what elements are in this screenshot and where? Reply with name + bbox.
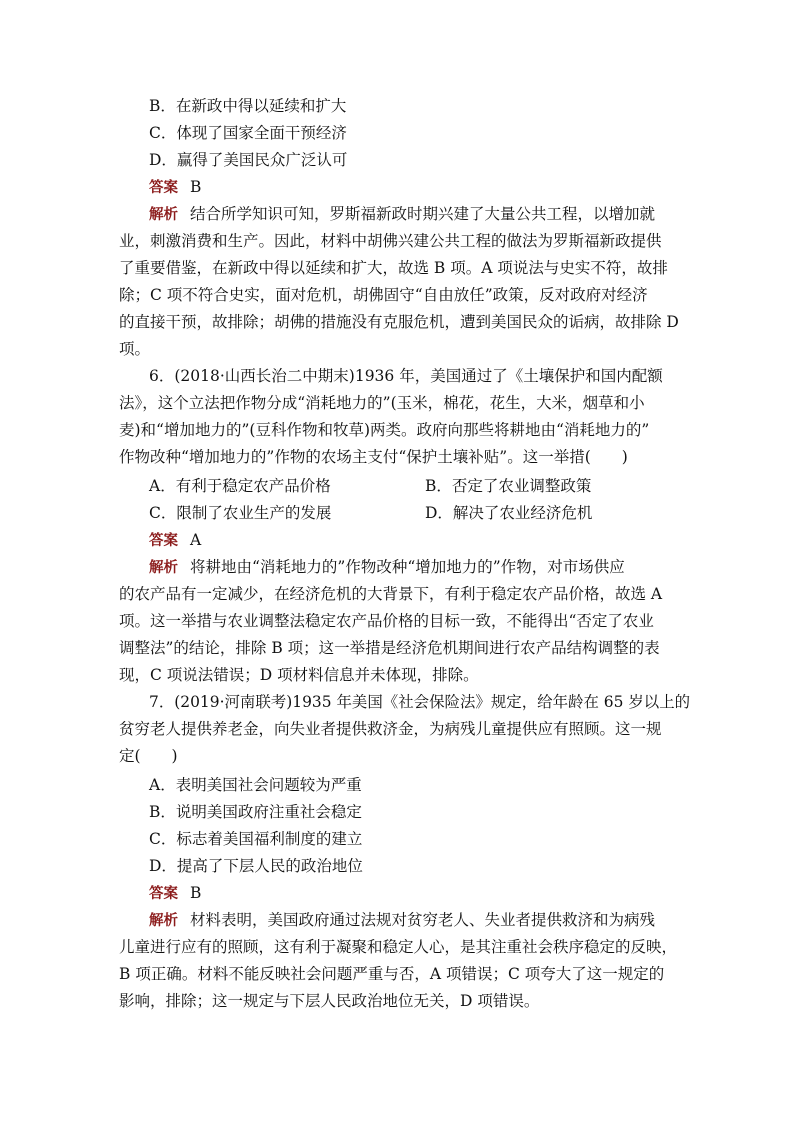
q6-stem-line-2: 麦)和“增加地力的”(豆科作物和牧草)两类。政府向那些将耕地由“消耗地力的”	[119, 421, 650, 439]
q6-option-d: D．解决了农业经济危机	[425, 504, 593, 522]
q6-analysis-line-4: 现，C 项说法错误；D 项材料信息并未体现，排除。	[119, 666, 479, 684]
q5-analysis-line-3: 除；C 项不符合史实，面对危机，胡佛固守“自由放任”政策，反对政府对经济	[119, 286, 648, 304]
q5-analysis-line-0	[149, 204, 655, 225]
q5-analysis-line-2: 了重要借鉴，在新政中得以延续和扩大，故选 B 项。A 项说法与史实不符，故排	[119, 259, 668, 277]
q5-analysis-line-1: 业，刺激消费和生产。因此，材料中胡佛兴建公共工程的做法为罗斯福新政提供	[119, 232, 662, 250]
q5-option-d: D．赢得了美国民众广泛认可	[149, 151, 348, 169]
analysis-label: 解析	[149, 207, 178, 223]
q6-analysis-line-3: 调整法”的结论，排除 B 项；这一举措是经济危机期间进行农产品结构调整的表	[119, 639, 660, 657]
q7-stem-line-0: 7．(2019·河南联考)1935 年美国《社会保险法》规定，给年龄在 65 岁以上的	[149, 693, 691, 711]
q7-option-b: B．说明美国政府注重社会稳定	[149, 803, 362, 821]
answer-label: 答案	[149, 533, 178, 549]
q7-answer	[149, 883, 201, 904]
q6-stem-line-0: 6．(2018·山西长治二中期末)1936 年，美国通过了《土壤保护和国内配额	[149, 367, 663, 385]
q5-analysis-line-5: 项。	[119, 340, 151, 358]
analysis-label: 解析	[149, 913, 178, 929]
analysis-label: 解析	[149, 560, 178, 576]
q5-answer	[149, 177, 201, 198]
analysis-text: 结合所学知识可知，罗斯福新政时期兴建了大量公共工程，以增加就	[190, 205, 656, 223]
q7-stem-line-2: 定( )	[119, 747, 178, 765]
analysis-text: 将耕地由“消耗地力的”作物改种“增加地力的”作物，对市场供应	[190, 558, 625, 576]
q6-stem-line-1: 法》，这个立法把作物分成“消耗地力的”(玉米，棉花，花生，大米，烟草和小	[119, 394, 645, 412]
q5-option-b: B．在新政中得以延续和扩大	[149, 97, 347, 115]
answer-value: A	[190, 531, 202, 549]
q7-analysis-line-0	[149, 910, 655, 931]
q6-stem-line-3: 作物改种“增加地力的”作物的农场主支付“保护土壤补贴”。这一举措( )	[119, 448, 628, 466]
q5-option-c: C．体现了国家全面干预经济	[149, 124, 347, 142]
q6-answer	[149, 530, 201, 551]
q5-analysis-line-4: 的直接干预，故排除；胡佛的措施没有克服危机，遭到美国民众的诟病，故排除 D	[119, 313, 679, 331]
answer-value: B	[190, 178, 202, 196]
q7-option-c: C．标志着美国福利制度的建立	[149, 830, 363, 848]
q6-option-c: C．限制了农业生产的发展	[149, 504, 332, 522]
q6-analysis-line-1: 的农产品有一定减少，在经济危机的大背景下，有利于稳定农产品价格，故选 A	[119, 585, 663, 603]
q6-analysis-line-2: 项。这一举措与农业调整法稳定农产品价格的目标一致，不能得出“否定了农业	[119, 612, 654, 630]
q7-analysis-line-3: 影响，排除；这一规定与下层人民政治地位无关，D 项错误。	[119, 992, 540, 1010]
q7-stem-line-1: 贫穷老人提供养老金，向失业者提供救济金，为病残儿童提供应有照顾。这一规	[119, 720, 662, 738]
q7-analysis-line-2: B 项正确。材料不能反映社会问题严重与否，A 项错误；C 项夸大了这一规定的	[119, 965, 665, 983]
answer-label: 答案	[149, 180, 178, 196]
q7-option-a: A．表明美国社会问题较为严重	[149, 776, 362, 794]
q7-analysis-line-1: 儿童进行应有的照顾，这有利于凝聚和稳定人心，是其注重社会秩序稳定的反映，	[119, 938, 678, 956]
q6-option-b: B．否定了农业调整政策	[425, 477, 592, 495]
analysis-text: 材料表明，美国政府通过法规对贫穷老人、失业者提供救济和为病残	[190, 911, 656, 929]
q6-option-a: A．有利于稳定农产品价格	[149, 477, 331, 495]
q7-option-d: D．提高了下层人民的政治地位	[149, 857, 363, 875]
answer-label: 答案	[149, 886, 178, 902]
q6-analysis-line-0	[149, 557, 625, 578]
answer-value: B	[190, 884, 202, 902]
